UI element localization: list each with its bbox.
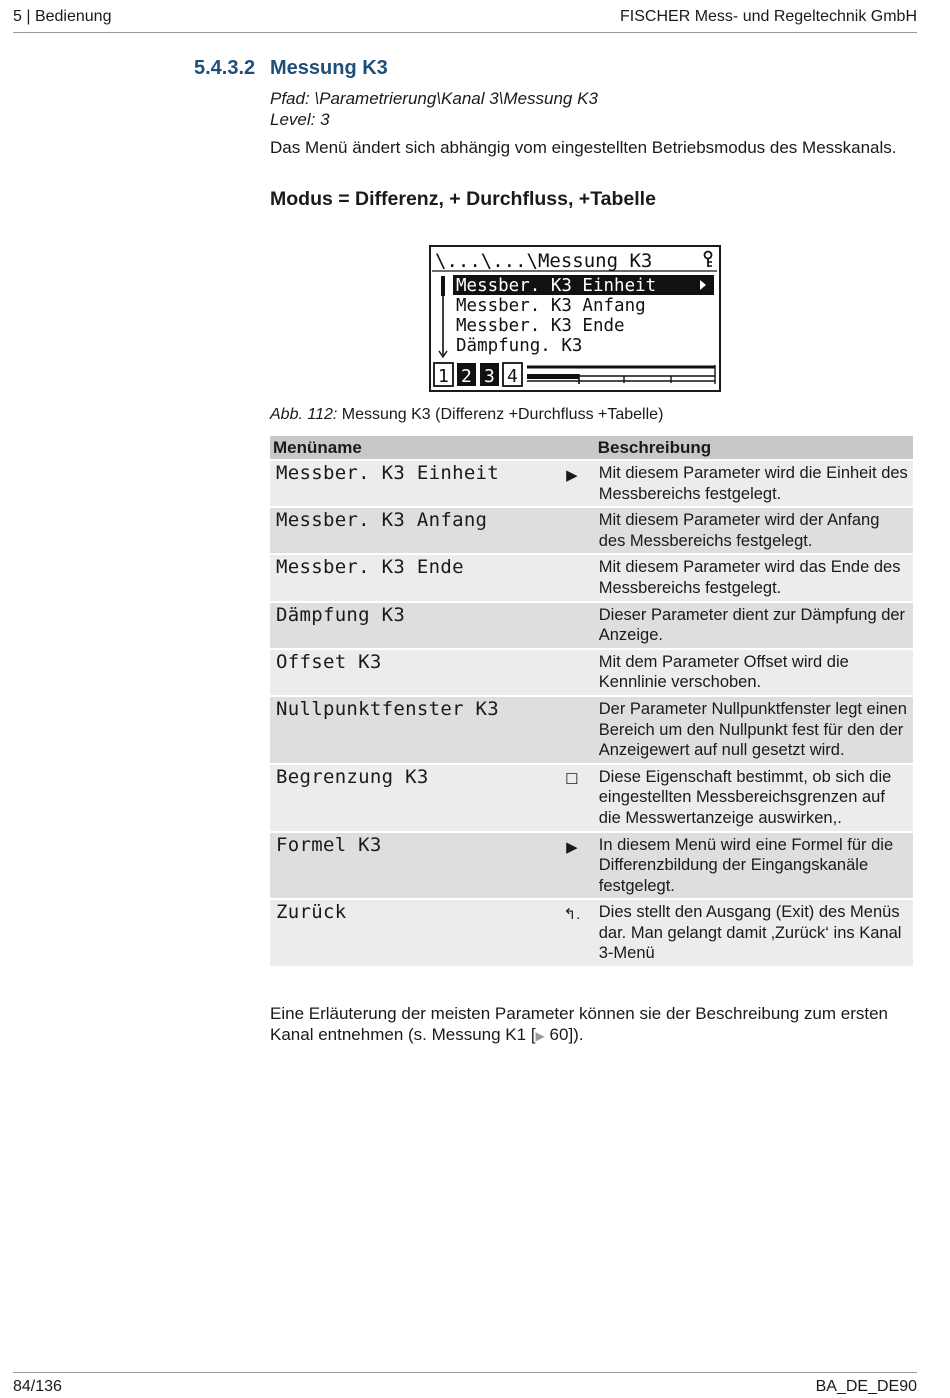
mode-heading: Modus = Differenz, + Durchfluss, +Tabelle xyxy=(270,188,656,210)
link-arrow-icon: ▶ xyxy=(535,1029,545,1043)
table-row xyxy=(270,460,913,507)
lcd-bar-graph xyxy=(527,365,715,384)
row-description: Mit diesem Parameter wird die Einheit des Messbereichs festgelegt. xyxy=(595,460,913,507)
outro-end: ]). xyxy=(568,1025,584,1044)
header-menuname: Menüname xyxy=(270,436,595,460)
row-symbol xyxy=(548,507,595,554)
table-row xyxy=(270,764,913,832)
table-row xyxy=(270,507,913,554)
row-description: Dies stellt den Ausgang (Exit) des Menüs dar. Man gelangt damit ‚Zurück‘ ins Kanal 3-Menü xyxy=(595,899,913,966)
row-name: Formel K3 xyxy=(270,832,548,900)
submenu-arrow-icon: ▶ xyxy=(548,460,595,507)
outro-text: Eine Erläuterung der meisten Parameter können sie der Beschreibung zum ersten Kanal entnehmen (s. Messung K1 [ xyxy=(270,1004,889,1044)
row-description: Mit dem Parameter Offset wird die Kennlinie verschoben. xyxy=(595,649,913,696)
lcd-channel-tabs xyxy=(434,363,522,387)
lcd-title: \...\...\Messung K3 xyxy=(435,250,653,272)
table-header-row xyxy=(270,436,913,460)
row-name: Nullpunktfenster K3 xyxy=(270,696,548,764)
table-row xyxy=(270,899,913,966)
row-name: Begrenzung K3 xyxy=(270,764,548,832)
lcd-item-3: Messber. K3 Ende xyxy=(456,316,625,336)
page-number: 84/136 xyxy=(13,1378,62,1395)
caption-text: Messung K3 (Differenz +Durchfluss +Tabelle) xyxy=(337,406,664,423)
parameter-table xyxy=(270,436,913,966)
row-name: Dämpfung K3 xyxy=(270,602,548,649)
row-symbol xyxy=(548,696,595,764)
header-chapter: 5 | Bedienung xyxy=(13,8,112,25)
caption-prefix: Abb. 112: xyxy=(270,406,338,423)
row-symbol xyxy=(548,602,595,649)
section-title: Messung K3 xyxy=(270,57,388,79)
path-block xyxy=(270,88,598,130)
page-reference-link[interactable]: 60 xyxy=(549,1025,569,1044)
header-description: Beschreibung xyxy=(595,436,913,460)
lcd-item-2: Messber. K3 Anfang xyxy=(456,296,646,316)
row-description: Mit diesem Parameter wird das Ende des Messbereichs festgelegt. xyxy=(595,554,913,601)
lcd-screenshot xyxy=(429,245,721,392)
lcd-item-1: Messber. K3 Einheit xyxy=(456,276,657,296)
return-icon: ↰. xyxy=(548,899,595,966)
document-code: BA_DE_DE90 xyxy=(815,1378,917,1395)
table-row xyxy=(270,696,913,764)
lcd-channel-3: 3 xyxy=(484,366,495,387)
submenu-arrow-icon: ▶ xyxy=(548,832,595,900)
lcd-scrollbar xyxy=(439,276,447,357)
row-description: Mit diesem Parameter wird der Anfang des Messbereichs festgelegt. xyxy=(595,507,913,554)
row-name: Zurück xyxy=(270,899,548,966)
table-row xyxy=(270,602,913,649)
lcd-item-4: Dämpfung. K3 xyxy=(456,336,583,356)
table-row xyxy=(270,649,913,696)
header-company: FISCHER Mess- und Regeltechnik GmbH xyxy=(620,8,917,25)
outro-paragraph xyxy=(270,1003,912,1047)
lcd-channel-4: 4 xyxy=(507,366,518,387)
lcd-channel-1: 1 xyxy=(438,366,449,387)
row-name: Messber. K3 Anfang xyxy=(270,507,548,554)
row-description: Diese Eigenschaft bestimmt, ob sich die eingestellten Messbereichsgrenzen auf die Messwertanzeige auswirken,. xyxy=(595,764,913,832)
level-line: Level: 3 xyxy=(270,110,330,129)
row-name: Messber. K3 Einheit xyxy=(270,460,548,507)
row-symbol xyxy=(548,649,595,696)
row-name: Offset K3 xyxy=(270,649,548,696)
section-number: 5.4.3.2 xyxy=(194,57,256,79)
table-row xyxy=(270,832,913,900)
row-description: Der Parameter Nullpunktfenster legt einen Bereich um den Nullpunkt fest für den der Anzeigewert auf null gesetzt wird. xyxy=(595,696,913,764)
lcd-display xyxy=(431,247,719,390)
figure-caption xyxy=(270,406,663,424)
key-icon xyxy=(705,252,713,268)
page-header xyxy=(13,6,917,33)
page-footer xyxy=(13,1372,917,1398)
lcd-channel-2: 2 xyxy=(461,366,472,387)
row-symbol xyxy=(548,554,595,601)
row-description: Dieser Parameter dient zur Dämpfung der Anzeige. xyxy=(595,602,913,649)
path-line: Pfad: \Parametrierung\Kanal 3\Messung K3 xyxy=(270,89,598,108)
row-description: In diesem Menü wird eine Formel für die Differenzbildung der Eingangskanäle festgelegt. xyxy=(595,832,913,900)
table-row xyxy=(270,554,913,601)
intro-paragraph: Das Menü ändert sich abhängig vom eingestellten Betriebsmodus des Messkanals. xyxy=(270,138,897,157)
checkbox-icon: ☐ xyxy=(548,764,595,832)
row-name: Messber. K3 Ende xyxy=(270,554,548,601)
